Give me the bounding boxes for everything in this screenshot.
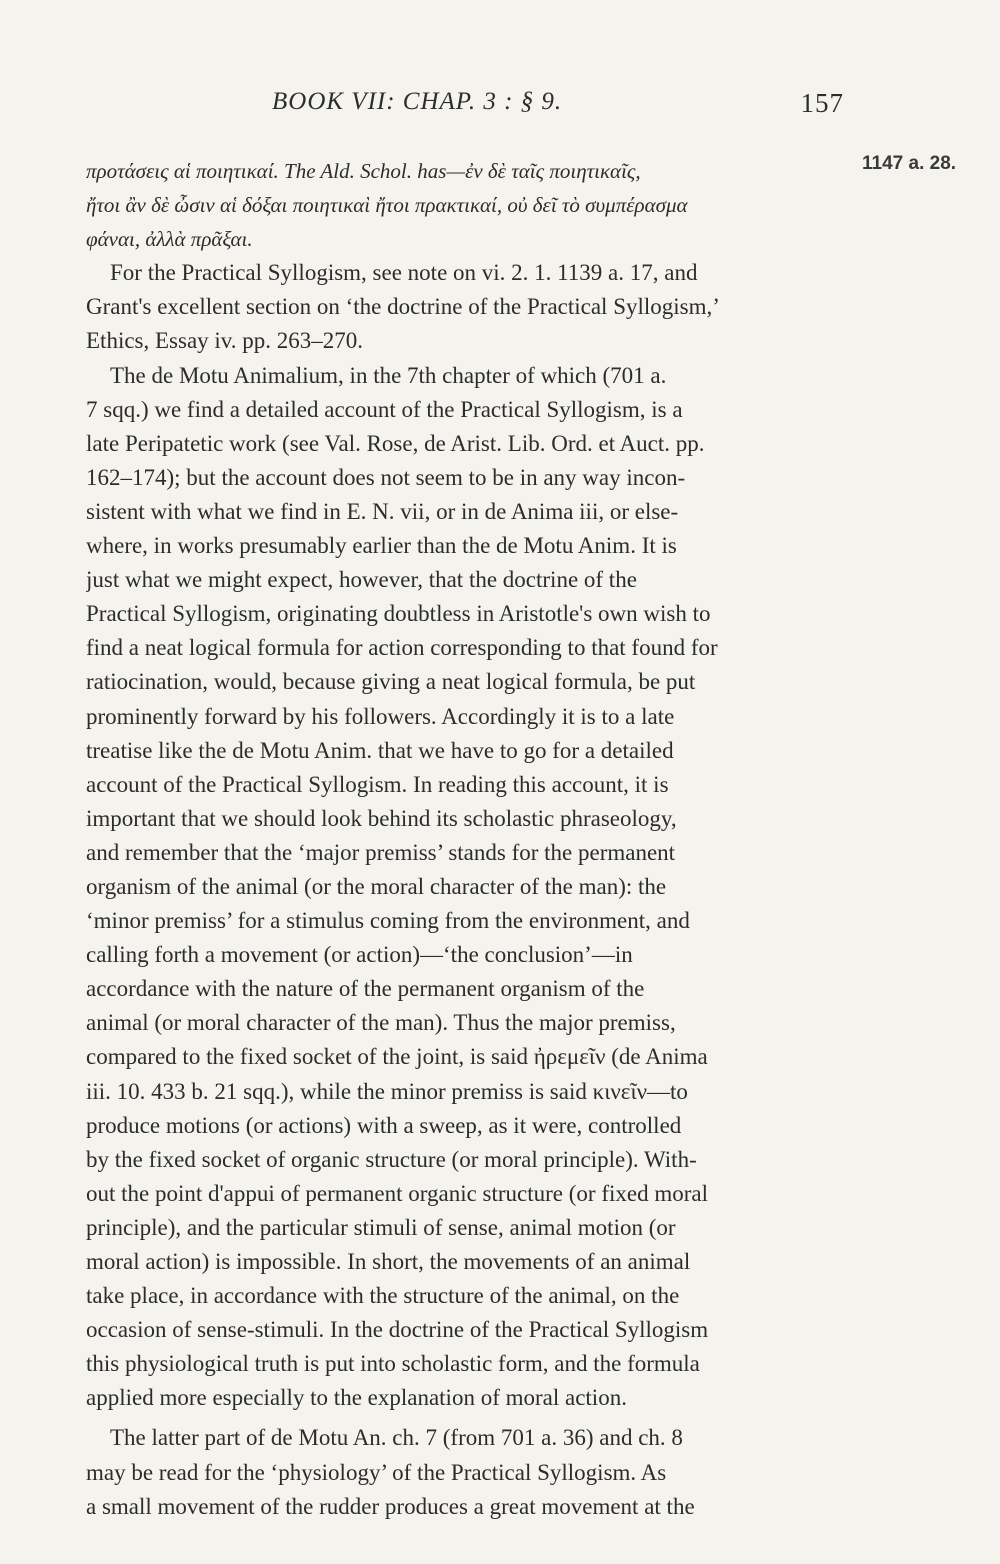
text-line: iii. 10. 433 b. 21 sqq.), while the minor premiss is said κινεῖν—to [86, 1078, 688, 1104]
text-line: For the Practical Syllogism, see note on vi. 2. 1. 1139 a. 17, and [110, 260, 698, 286]
body-text [86, 154, 862, 1524]
text-line: ratiocination, would, because giving a neat logical formula, be put [86, 669, 696, 695]
text-line: occasion of sense-stimuli. In the doctrine of the Practical Syllogism [86, 1317, 709, 1343]
text-line: late Peripatetic work (see Val. Rose, de Arist. Lib. Ord. et Auct. pp. [86, 430, 705, 456]
text-line: ‘minor premiss’ for a stimulus coming from the environment, and [86, 908, 690, 934]
text-line: compared to the fixed socket of the joint, is said ἠρεμεῖν (de Anima [86, 1044, 708, 1070]
text-line: take place, in accordance with the structure of the animal, on the [86, 1283, 680, 1309]
text-line: important that we should look behind its scholastic phraseology, [86, 805, 677, 831]
text-line: treatise like the de Motu Anim. that we have to go for a detailed [86, 737, 674, 763]
text-line: Practical Syllogism, originating doubtless in Aristotle's own wish to [86, 601, 711, 627]
text-line: and remember that the ‘major premiss’ stands for the permanent [86, 839, 676, 865]
text-line: 7 sqq.) we find a detailed account of the Practical Syllogism, is a [86, 396, 683, 422]
running-head [272, 88, 852, 128]
text-line: this physiological truth is put into scholastic form, and the formula [86, 1351, 700, 1377]
text-line: ἤτοι ἂν δὲ ὦσιν αἱ δόξαι ποιητικαὶ ἤτοι πρακτικαί, οὐ δεῖ τὸ συμπέρασμα [86, 193, 688, 218]
text-line: where, in works presumably earlier than the de Motu Anim. It is [86, 533, 677, 559]
page-number: 157 [800, 88, 844, 118]
text-line: φάναι, ἀλλὰ πρᾶξαι. [86, 227, 253, 252]
text-line: produce motions (or actions) with a sweep, as it were, controlled [86, 1112, 682, 1138]
text-line: out the point d'appui of permanent organic structure (or fixed moral [86, 1180, 708, 1206]
text-line: Grant's excellent section on ‘the doctrine of the Practical Syllogism,’ [86, 294, 720, 320]
text-line: The de Motu Animalium, in the 7th chapter of which (701 a. [110, 362, 667, 388]
text-line: applied more especially to the explanation of moral action. [86, 1385, 627, 1411]
text-line: The latter part of de Motu An. ch. 7 (from 701 a. 36) and ch. 8 [110, 1425, 683, 1451]
text-line: just what we might expect, however, that the doctrine of the [86, 567, 637, 593]
text-line: sistent with what we find in E. N. vii, or in de Anima iii, or else- [86, 498, 679, 524]
text-line: calling forth a movement (or action)—‘the conclusion’—in [86, 942, 633, 968]
text-line: account of the Practical Syllogism. In reading this account, it is [86, 771, 669, 797]
text-line: 162–174); but the account does not seem to be in any way incon- [86, 464, 686, 490]
text-line: find a neat logical formula for action corresponding to that found for [86, 635, 718, 661]
text-line: accordance with the nature of the permanent organism of the [86, 976, 645, 1002]
text-line: a small movement of the rudder produces a great movement at the [86, 1493, 695, 1519]
text-line: Ethics, Essay iv. pp. 263–270. [86, 328, 364, 354]
text-line: organism of the animal (or the moral character of the man): the [86, 873, 667, 899]
text-line: may be read for the ‘physiology’ of the Practical Syllogism. As [86, 1459, 667, 1485]
text-line: προτάσεις αἱ ποιητικαί. The Ald. Schol. has—ἐν δὲ ταῖς ποιητικαῖς, [86, 159, 641, 183]
margin-reference: 1147 a. 28. [862, 153, 957, 174]
text-line: principle), and the particular stimuli of sense, animal motion (or [86, 1214, 676, 1240]
running-head-title: BOOK VII: CHAP. 3 : § 9. [272, 88, 563, 115]
text-line: prominently forward by his followers. Accordingly it is to a late [86, 703, 675, 729]
text-line: moral action) is impossible. In short, the movements of an animal [86, 1249, 691, 1274]
text-line: by the fixed socket of organic structure (or moral principle). With- [86, 1146, 697, 1172]
text-line: animal (or moral character of the man). Thus the major premiss, [86, 1010, 676, 1036]
